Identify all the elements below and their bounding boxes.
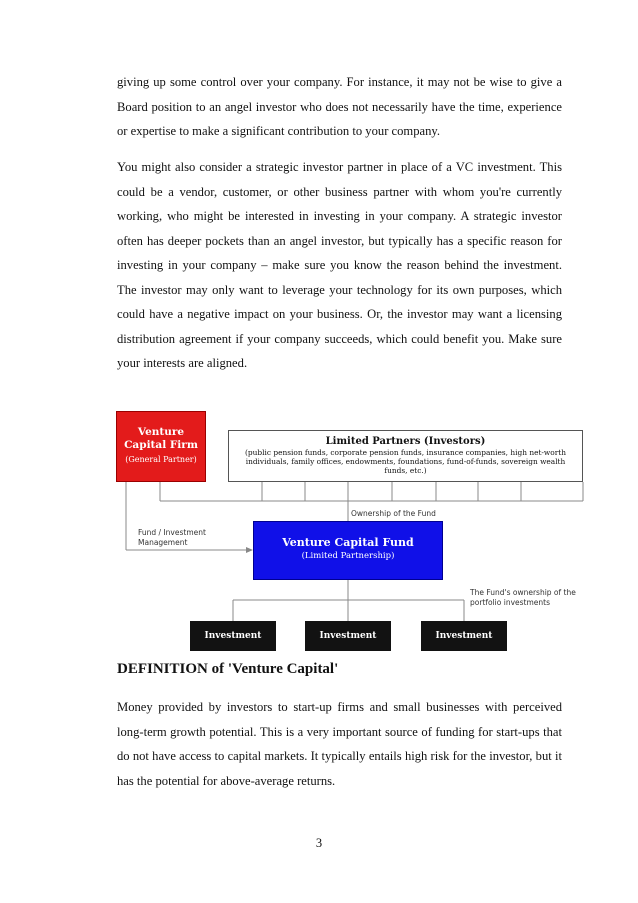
portfolio-ownership-label: The Fund's ownership of the portfolio investments bbox=[470, 588, 576, 607]
vc-firm-subtitle: (General Partner) bbox=[125, 455, 197, 464]
vc-firm-title: Venture Capital Firm bbox=[124, 426, 198, 451]
investment-box: Investment bbox=[190, 621, 276, 651]
arrow-head bbox=[246, 547, 253, 553]
paragraph-angel-investor: giving up some control over your company. For instance, it may not be wise to give a Board position to an angel investor who does not necessarily have the time, experience or expertise to make a significant contribution to your company. bbox=[117, 75, 562, 138]
investment-box: Investment bbox=[305, 621, 391, 651]
fund-subtitle: (Limited Partnership) bbox=[301, 551, 395, 561]
fund-title: Venture Capital Fund bbox=[282, 536, 414, 549]
limited-partners-box bbox=[228, 430, 583, 482]
limited-partners-title: Limited Partners (Investors) bbox=[325, 436, 486, 447]
investment-box: Investment bbox=[421, 621, 507, 651]
limited-partners-subtitle: (public pension funds, corporate pension funds, insurance companies, high net-worth individuals, family offices, endowments, foundations, fund-of-funds, sovereign wealth funds, etc.) bbox=[245, 448, 566, 476]
venture-capital-firm-box bbox=[116, 411, 206, 482]
venture-capital-fund-box bbox=[253, 521, 443, 580]
paragraph-strategic-investor: You might also consider a strategic investor partner in place of a VC investment. This could be a vendor, customer, or other business partner with whom you're currently working, who might be interested in investing in your company. A strategic investor often has deeper pockets than an angel investor, but typically has a specific reason for investing in your company – make sure you know the reason behind the investment. The investor may only want to leverage your technology for its own purposes, which could have a negative impact on your business. Or, the investor may want a licensing distribution agreement if your company succeeds, which could benefit you. Make sure your interests are aligned. bbox=[117, 160, 562, 370]
page-number: 3 bbox=[315, 836, 323, 850]
paragraph-definition: Money provided by investors to start-up firms and small businesses with perceived long-term growth potential. This is a very important source of funding for start-ups that do not have access to capital markets. It typically entails high risk for the investor, but it has the potential for above-average returns. bbox=[117, 700, 562, 788]
definition-heading: DEFINITION of 'Venture Capital' bbox=[117, 661, 339, 677]
management-label: Fund / Investment Management bbox=[138, 528, 206, 547]
ownership-label: Ownership of the Fund bbox=[351, 509, 436, 518]
